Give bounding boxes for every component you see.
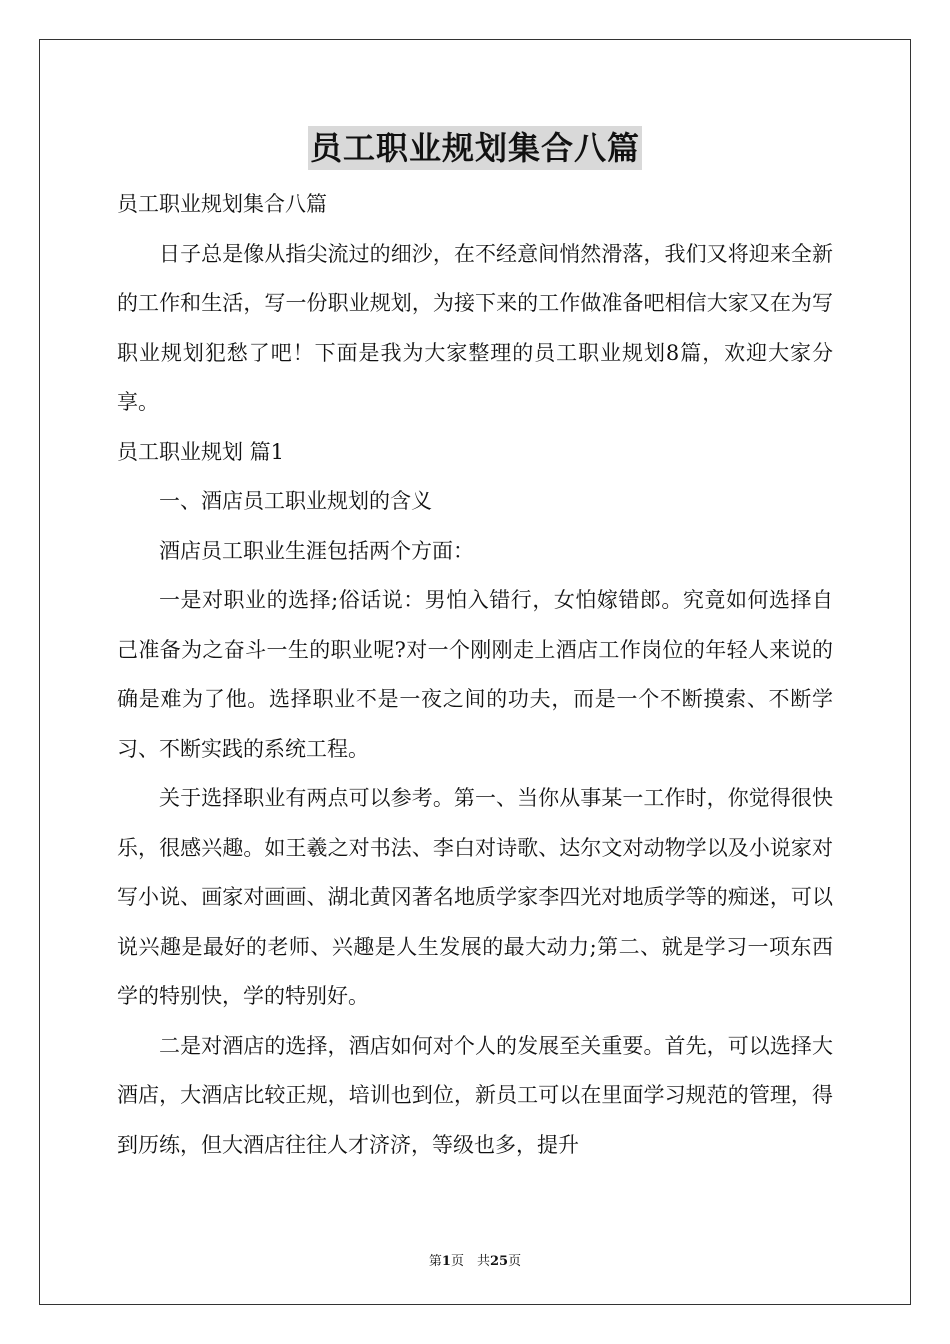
paragraph: 酒店员工职业生涯包括两个方面： bbox=[159, 538, 474, 563]
paragraph: 一是对职业的选择;俗话说：男怕入错行，女怕嫁错郎。究竟如何选择自己准备为之奋斗一生的职业呢?对一个刚刚走上酒店工作岗位的年轻人来说的确是难为了他。选择职业不是一夜之间的功夫，而是一个不断摸索、不断学习、不断实践的系统工程。 bbox=[117, 588, 833, 761]
paragraph: 日子总是像从指尖流过的细沙，在不经意间悄然滑落，我们又将迎来全新的工作和生活，写一份职业规划，为接下来的工作做准备吧相信大家又在为写职业规划犯愁了吧！下面是我为大家整理的员工职业规划8篇，欢迎大家分享。 bbox=[117, 241, 833, 414]
page-footer bbox=[0, 1250, 950, 1269]
section-heading: 员工职业规划 篇1 bbox=[117, 439, 285, 464]
document-body bbox=[117, 180, 833, 1170]
document-title: 员工职业规划集合八篇 bbox=[308, 126, 642, 170]
title-container bbox=[0, 126, 950, 170]
page-mid: 页 共 bbox=[450, 1254, 490, 1269]
paragraph: 一、酒店员工职业规划的含义 bbox=[159, 489, 432, 513]
paragraph: 员工职业规划集合八篇 bbox=[117, 192, 327, 216]
page-suffix: 页 bbox=[508, 1254, 522, 1269]
page-prefix: 第 bbox=[428, 1254, 442, 1269]
page-current: 1 bbox=[441, 1254, 451, 1269]
paragraph: 二是对酒店的选择，酒店如何对个人的发展至关重要。首先，可以选择大酒店，大酒店比较正规，培训也到位，新员工可以在里面学习规范的管理，得到历练，但大酒店往往人才济济，等级也多，提升 bbox=[117, 1033, 833, 1157]
paragraph: 关于选择职业有两点可以参考。第一、当你从事某一工作时，你觉得很快乐，很感兴趣。如王羲之对书法、李白对诗歌、达尔文对动物学以及小说家对写小说、画家对画画、湖北黄冈著名地质学家李四光对地质学等的痴迷，可以说兴趣是最好的老师、兴趣是人生发展的最大动力;第二、就是学习一项东西学的特别快，学的特别好。 bbox=[117, 786, 833, 1008]
page-total: 25 bbox=[489, 1254, 509, 1269]
